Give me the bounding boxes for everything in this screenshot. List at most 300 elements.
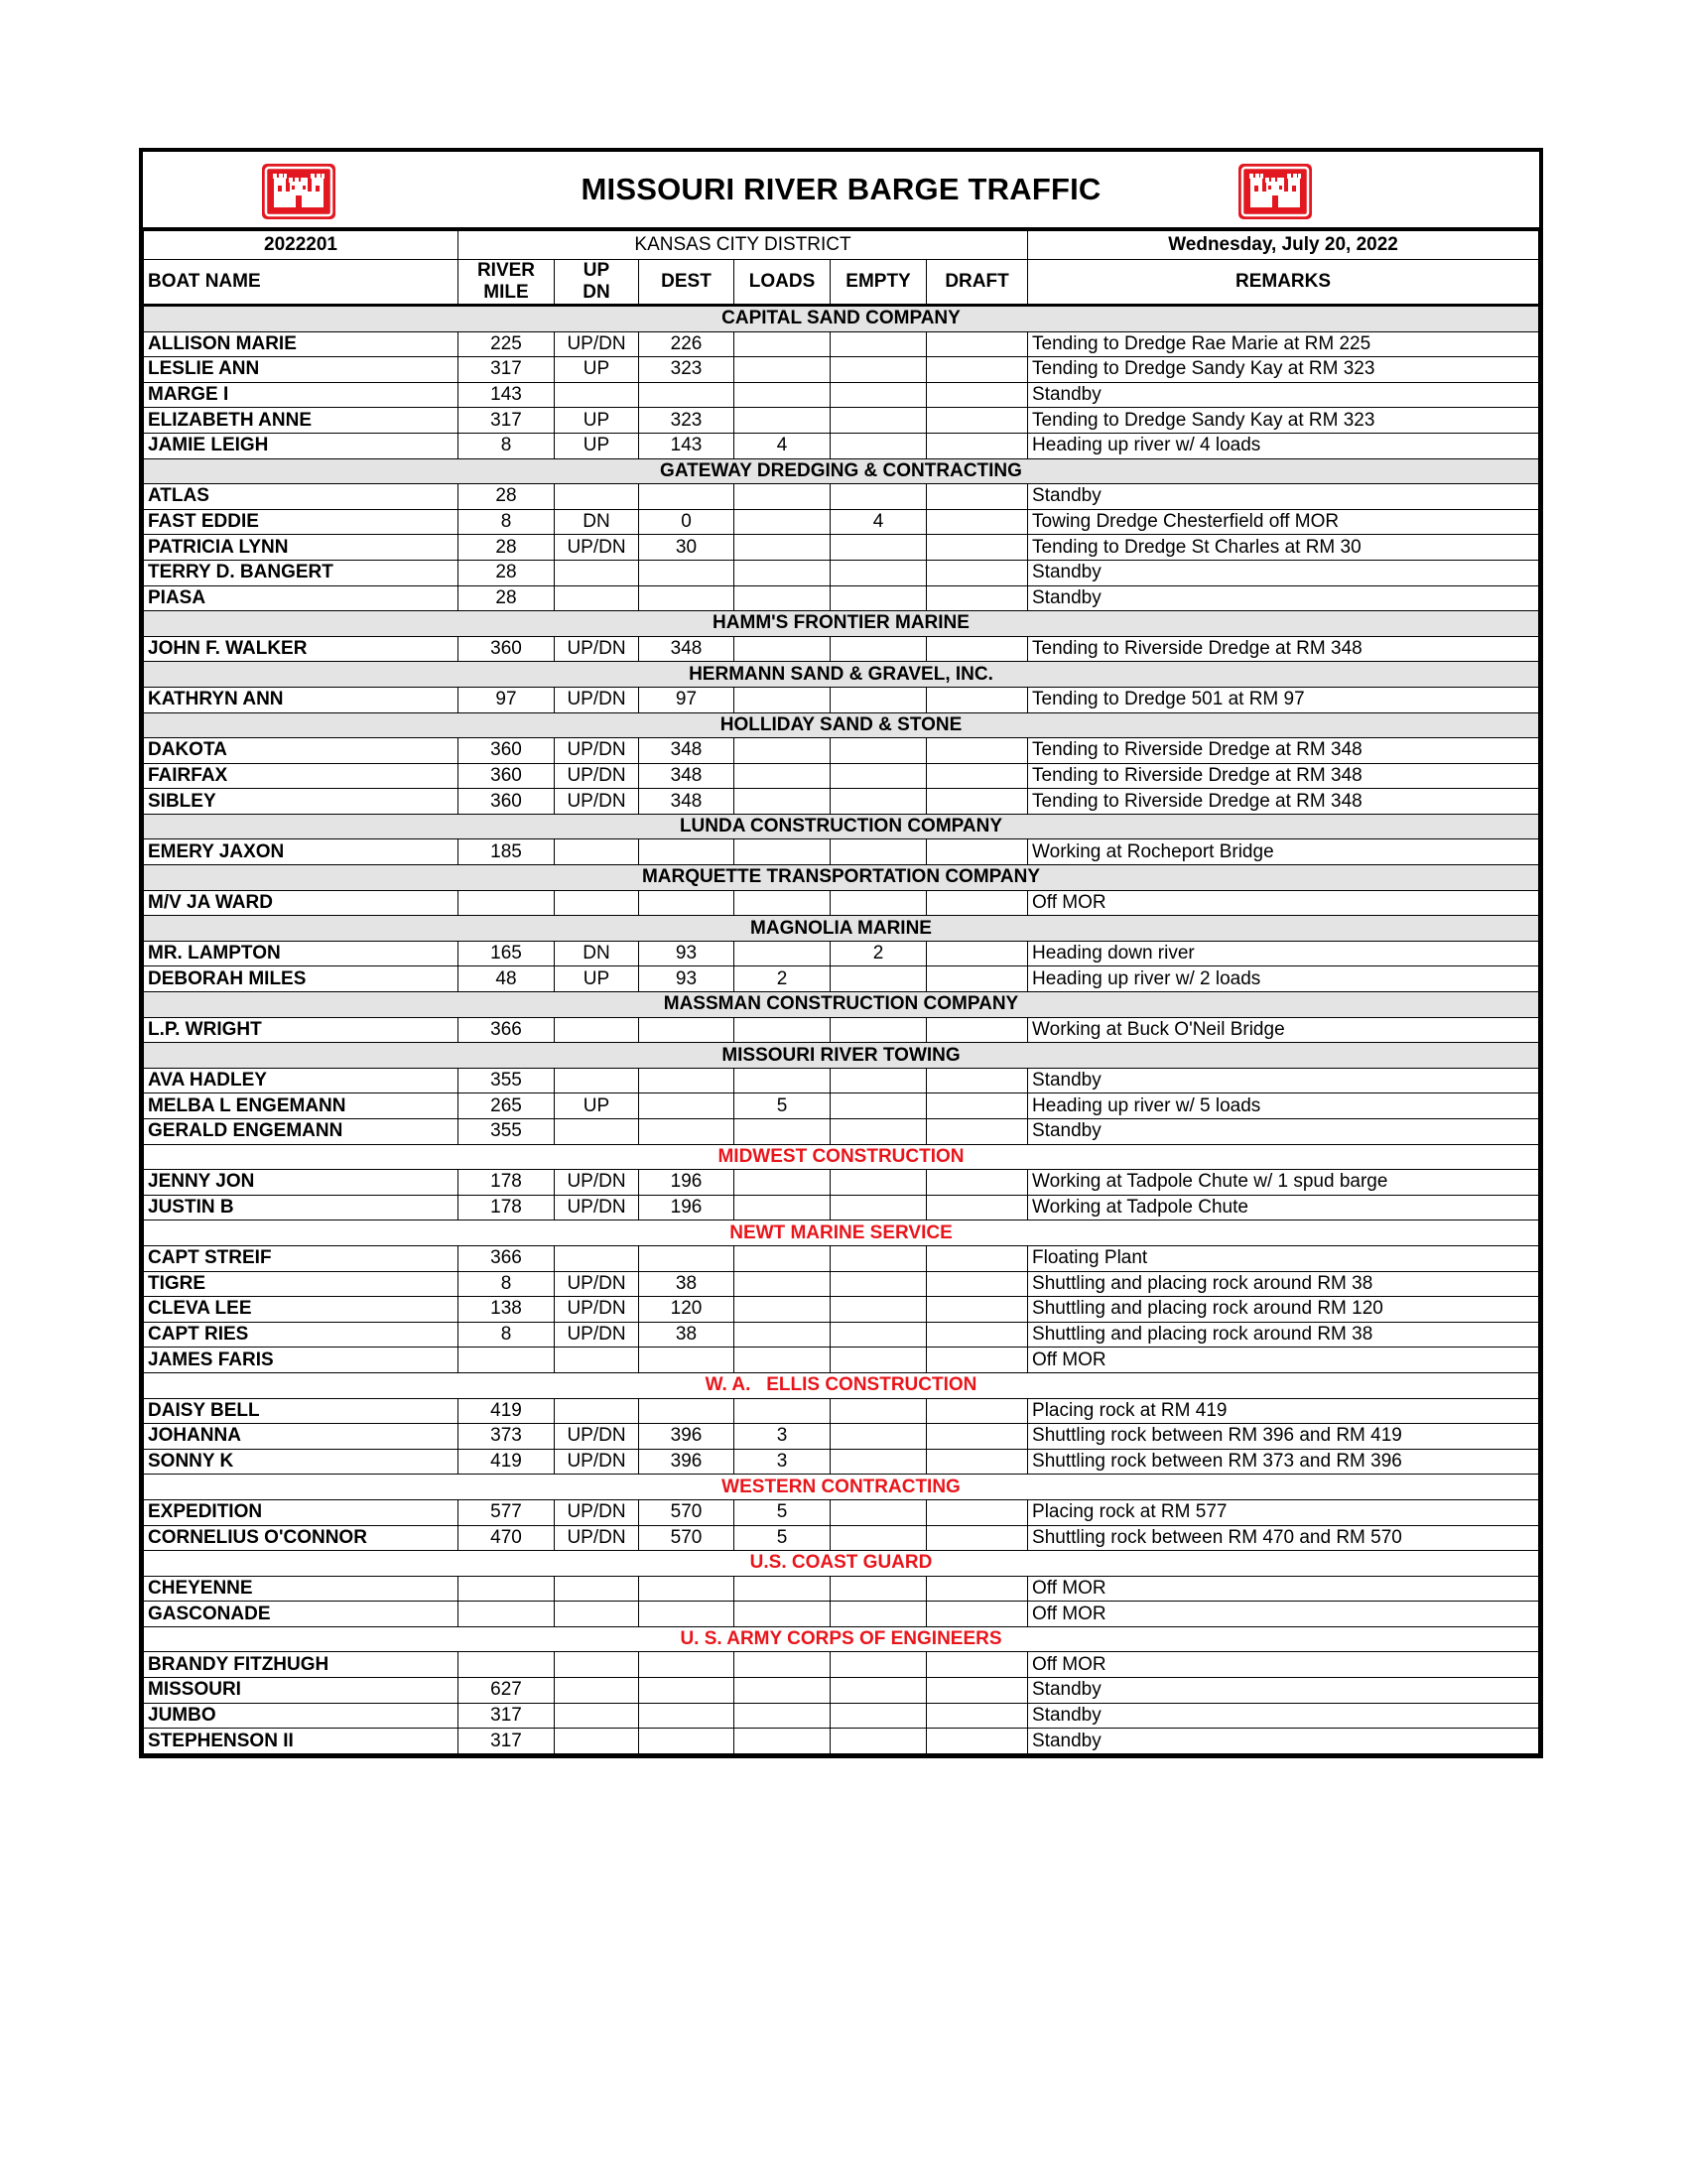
draft-cell (927, 331, 1028, 357)
up-dn-cell: UP/DN (555, 1297, 639, 1323)
loads-cell (734, 1195, 831, 1220)
remarks-cell: Tending to Dredge St Charles at RM 30 (1028, 535, 1539, 561)
table-row (144, 357, 1539, 383)
boat-name-cell: TERRY D. BANGERT (144, 560, 458, 585)
up-dn-cell: UP/DN (555, 331, 639, 357)
draft-cell (927, 1119, 1028, 1145)
draft-cell (927, 636, 1028, 662)
empty-cell (831, 738, 927, 764)
loads-cell (734, 1576, 831, 1602)
empty-cell (831, 1297, 927, 1323)
up-dn-cell: UP/DN (555, 1271, 639, 1297)
river-mile-cell: 8 (458, 1271, 555, 1297)
company-header-row (144, 814, 1539, 839)
river-mile-cell: 28 (458, 535, 555, 561)
river-mile-cell (458, 1348, 555, 1373)
boat-name-cell: EXPEDITION (144, 1499, 458, 1525)
remarks-cell: Floating Plant (1028, 1245, 1539, 1271)
up-dn-cell: UP/DN (555, 789, 639, 815)
loads-cell (734, 1348, 831, 1373)
dest-cell: 143 (639, 433, 734, 458)
dest-cell: 323 (639, 408, 734, 434)
loads-cell (734, 1119, 831, 1145)
river-mile-cell: 317 (458, 1703, 555, 1729)
dest-cell (639, 1729, 734, 1754)
table-row (144, 1170, 1539, 1196)
remarks-cell: Off MOR (1028, 1348, 1539, 1373)
dest-cell (639, 1093, 734, 1119)
empty-cell (831, 484, 927, 510)
empty-cell (831, 535, 927, 561)
draft-cell (927, 789, 1028, 815)
remarks-cell: Tending to Riverside Dredge at RM 348 (1028, 763, 1539, 789)
remarks-cell: Standby (1028, 585, 1539, 611)
loads-cell (734, 1017, 831, 1043)
river-mile-cell: 138 (458, 1297, 555, 1323)
draft-cell (927, 1424, 1028, 1450)
empty-cell (831, 331, 927, 357)
dest-cell: 196 (639, 1170, 734, 1196)
empty-cell (831, 1499, 927, 1525)
up-dn-cell: UP/DN (555, 738, 639, 764)
river-mile-cell (458, 890, 555, 916)
draft-cell (927, 1449, 1028, 1475)
draft-cell (927, 1703, 1028, 1729)
boat-name-cell: BRANDY FITZHUGH (144, 1652, 458, 1678)
loads-cell (734, 1398, 831, 1424)
empty-cell (831, 1424, 927, 1450)
river-mile-cell: 577 (458, 1499, 555, 1525)
empty-cell (831, 839, 927, 865)
dest-cell (639, 1602, 734, 1627)
loads-cell (734, 1729, 831, 1754)
boat-name-cell: DEBORAH MILES (144, 966, 458, 992)
empty-cell (831, 433, 927, 458)
boat-name-cell: CHEYENNE (144, 1576, 458, 1602)
up-dn-cell (555, 1652, 639, 1678)
dest-cell: 120 (639, 1297, 734, 1323)
dest-cell: 323 (639, 357, 734, 383)
boat-name-cell: ATLAS (144, 484, 458, 510)
river-mile-cell (458, 1602, 555, 1627)
river-mile-cell: 8 (458, 433, 555, 458)
remarks-cell: Working at Buck O'Neil Bridge (1028, 1017, 1539, 1043)
draft-cell (927, 509, 1028, 535)
remarks-cell: Tending to Dredge Rae Marie at RM 225 (1028, 331, 1539, 357)
empty-cell (831, 1093, 927, 1119)
dest-cell (639, 1245, 734, 1271)
loads-cell: 5 (734, 1093, 831, 1119)
remarks-cell: Heading down river (1028, 941, 1539, 966)
draft-cell (927, 966, 1028, 992)
boat-name-cell: TIGRE (144, 1271, 458, 1297)
table-row (144, 738, 1539, 764)
report-number: 2022201 (144, 231, 458, 260)
boat-name-cell: FAIRFAX (144, 763, 458, 789)
company-header-row (144, 1372, 1539, 1398)
boat-name-cell: LESLIE ANN (144, 357, 458, 383)
boat-name-cell: FAST EDDIE (144, 509, 458, 535)
boat-name-cell: ELIZABETH ANNE (144, 408, 458, 434)
empty-cell (831, 763, 927, 789)
up-dn-cell (555, 1119, 639, 1145)
remarks-cell: Shuttling rock between RM 373 and RM 396 (1028, 1449, 1539, 1475)
table-row (144, 408, 1539, 434)
draft-cell (927, 1576, 1028, 1602)
dest-cell (639, 585, 734, 611)
draft-cell (927, 763, 1028, 789)
boat-name-cell: STEPHENSON II (144, 1729, 458, 1754)
header-row-top (144, 231, 1539, 260)
loads-cell (734, 1652, 831, 1678)
table-row (144, 1271, 1539, 1297)
draft-cell (927, 1068, 1028, 1093)
loads-cell: 3 (734, 1424, 831, 1450)
river-mile-cell: 360 (458, 789, 555, 815)
river-mile-cell: 28 (458, 560, 555, 585)
loads-cell (734, 1170, 831, 1196)
up-dn-cell: UP/DN (555, 1195, 639, 1220)
draft-cell (927, 687, 1028, 712)
empty-cell (831, 1271, 927, 1297)
remarks-cell: Tending to Dredge Sandy Kay at RM 323 (1028, 408, 1539, 434)
up-dn-cell (555, 1602, 639, 1627)
dest-cell (639, 1703, 734, 1729)
boat-name-cell: MISSOURI (144, 1678, 458, 1704)
draft-cell (927, 1170, 1028, 1196)
table-row (144, 789, 1539, 815)
dest-cell: 396 (639, 1449, 734, 1475)
loads-cell (734, 1602, 831, 1627)
remarks-cell: Placing rock at RM 419 (1028, 1398, 1539, 1424)
boat-name-cell: JAMES FARIS (144, 1348, 458, 1373)
dest-cell: 30 (639, 535, 734, 561)
river-mile-cell: 143 (458, 382, 555, 408)
draft-cell (927, 1729, 1028, 1754)
empty-cell (831, 966, 927, 992)
draft-cell (927, 535, 1028, 561)
remarks-cell: Heading up river w/ 5 loads (1028, 1093, 1539, 1119)
table-row (144, 535, 1539, 561)
river-mile-cell: 8 (458, 509, 555, 535)
boat-name-cell: DAKOTA (144, 738, 458, 764)
table-row (144, 763, 1539, 789)
company-name: HERMANN SAND & GRAVEL, INC. (144, 662, 1539, 688)
col-remarks: REMARKS (1028, 260, 1539, 306)
table-row (144, 1017, 1539, 1043)
col-draft: DRAFT (927, 260, 1028, 306)
title-bar (143, 152, 1539, 230)
loads-cell (734, 636, 831, 662)
remarks-cell: Standby (1028, 382, 1539, 408)
empty-cell (831, 1195, 927, 1220)
remarks-cell: Shuttling and placing rock around RM 38 (1028, 1271, 1539, 1297)
loads-cell (734, 687, 831, 712)
table-row (144, 1576, 1539, 1602)
table-row (144, 1068, 1539, 1093)
dest-cell (639, 1119, 734, 1145)
company-header-row (144, 1043, 1539, 1069)
empty-cell: 4 (831, 509, 927, 535)
company-header-row (144, 1220, 1539, 1246)
up-dn-cell: UP/DN (555, 1170, 639, 1196)
company-name: MAGNOLIA MARINE (144, 916, 1539, 942)
river-mile-cell: 366 (458, 1245, 555, 1271)
draft-cell (927, 1525, 1028, 1551)
loads-cell (734, 1297, 831, 1323)
boat-name-cell: DAISY BELL (144, 1398, 458, 1424)
dest-cell: 38 (639, 1322, 734, 1348)
remarks-cell: Heading up river w/ 2 loads (1028, 966, 1539, 992)
dest-cell (639, 484, 734, 510)
col-river-mile (458, 260, 555, 306)
river-mile-cell (458, 1576, 555, 1602)
dest-cell: 196 (639, 1195, 734, 1220)
boat-name-cell: JUMBO (144, 1703, 458, 1729)
remarks-cell: Tending to Riverside Dredge at RM 348 (1028, 636, 1539, 662)
table-row (144, 1297, 1539, 1323)
table-row (144, 1245, 1539, 1271)
remarks-cell: Shuttling rock between RM 396 and RM 419 (1028, 1424, 1539, 1450)
table-row (144, 1398, 1539, 1424)
boat-name-cell: MR. LAMPTON (144, 941, 458, 966)
draft-cell (927, 1017, 1028, 1043)
river-mile-cell: 360 (458, 636, 555, 662)
river-mile-cell: 165 (458, 941, 555, 966)
table-row (144, 1652, 1539, 1678)
table-row (144, 687, 1539, 712)
empty-cell (831, 1322, 927, 1348)
draft-cell (927, 585, 1028, 611)
up-dn-cell (555, 1576, 639, 1602)
remarks-cell: Standby (1028, 1729, 1539, 1754)
remarks-cell: Tending to Riverside Dredge at RM 348 (1028, 789, 1539, 815)
remarks-cell: Shuttling and placing rock around RM 38 (1028, 1322, 1539, 1348)
loads-cell (734, 331, 831, 357)
table-row (144, 966, 1539, 992)
dest-cell: 570 (639, 1525, 734, 1551)
dest-cell (639, 1678, 734, 1704)
report-title: MISSOURI RIVER BARGE TRAFFIC (581, 172, 1102, 206)
draft-cell (927, 1602, 1028, 1627)
river-mile-cell: 373 (458, 1424, 555, 1450)
draft-cell (927, 357, 1028, 383)
up-dn-cell (555, 1245, 639, 1271)
table-row (144, 433, 1539, 458)
boat-name-cell: PIASA (144, 585, 458, 611)
draft-cell (927, 1195, 1028, 1220)
boat-name-cell: PATRICIA LYNN (144, 535, 458, 561)
loads-cell (734, 1245, 831, 1271)
table-row (144, 839, 1539, 865)
boat-name-cell: CAPT STREIF (144, 1245, 458, 1271)
river-mile-cell: 317 (458, 1729, 555, 1754)
dest-cell: 348 (639, 738, 734, 764)
dest-cell (639, 890, 734, 916)
company-header-row (144, 865, 1539, 891)
loads-cell (734, 763, 831, 789)
up-dn-cell: UP (555, 433, 639, 458)
up-dn-cell (555, 1398, 639, 1424)
table-row (144, 1525, 1539, 1551)
loads-cell (734, 1068, 831, 1093)
table-row (144, 1119, 1539, 1145)
remarks-cell: Shuttling and placing rock around RM 120 (1028, 1297, 1539, 1323)
company-header-row (144, 662, 1539, 688)
boat-name-cell: MELBA L ENGEMANN (144, 1093, 458, 1119)
river-mile-cell: 265 (458, 1093, 555, 1119)
company-name: GATEWAY DREDGING & CONTRACTING (144, 458, 1539, 484)
loads-cell (734, 484, 831, 510)
draft-cell (927, 890, 1028, 916)
col-up-dn-line2: DN (583, 282, 610, 303)
loads-cell (734, 1678, 831, 1704)
river-mile-cell (458, 1652, 555, 1678)
company-name: LUNDA CONSTRUCTION COMPANY (144, 814, 1539, 839)
company-name: CAPITAL SAND COMPANY (144, 306, 1539, 332)
loads-cell (734, 890, 831, 916)
company-name: MARQUETTE TRANSPORTATION COMPANY (144, 865, 1539, 891)
empty-cell (831, 1703, 927, 1729)
loads-cell (734, 382, 831, 408)
company-name: WESTERN CONTRACTING (144, 1475, 1539, 1500)
boat-name-cell: JOHANNA (144, 1424, 458, 1450)
remarks-cell: Tending to Riverside Dredge at RM 348 (1028, 738, 1539, 764)
river-mile-cell: 225 (458, 331, 555, 357)
up-dn-cell: UP/DN (555, 1424, 639, 1450)
loads-cell (734, 408, 831, 434)
river-mile-cell: 360 (458, 763, 555, 789)
boat-name-cell: M/V JA WARD (144, 890, 458, 916)
company-name: HOLLIDAY SAND & STONE (144, 712, 1539, 738)
loads-cell (734, 941, 831, 966)
remarks-cell: Towing Dredge Chesterfield off MOR (1028, 509, 1539, 535)
empty-cell (831, 1678, 927, 1704)
river-mile-cell: 627 (458, 1678, 555, 1704)
remarks-cell: Standby (1028, 1119, 1539, 1145)
dest-cell: 348 (639, 763, 734, 789)
company-header-row (144, 1144, 1539, 1170)
dest-cell: 38 (639, 1271, 734, 1297)
remarks-cell: Tending to Dredge 501 at RM 97 (1028, 687, 1539, 712)
company-header-row (144, 458, 1539, 484)
barge-table (143, 230, 1539, 1754)
table-row (144, 1678, 1539, 1704)
draft-cell (927, 1245, 1028, 1271)
table-row (144, 585, 1539, 611)
district-name: KANSAS CITY DISTRICT (458, 231, 1028, 260)
loads-cell (734, 509, 831, 535)
dest-cell (639, 1068, 734, 1093)
company-name: HAMM'S FRONTIER MARINE (144, 611, 1539, 637)
empty-cell (831, 1245, 927, 1271)
up-dn-cell: UP/DN (555, 535, 639, 561)
river-mile-cell: 185 (458, 839, 555, 865)
boat-name-cell: GASCONADE (144, 1602, 458, 1627)
river-mile-cell: 178 (458, 1195, 555, 1220)
boat-name-cell: JOHN F. WALKER (144, 636, 458, 662)
up-dn-cell (555, 1703, 639, 1729)
draft-cell (927, 1398, 1028, 1424)
dest-cell (639, 1017, 734, 1043)
table-row (144, 890, 1539, 916)
empty-cell (831, 560, 927, 585)
up-dn-cell (555, 484, 639, 510)
draft-cell (927, 1499, 1028, 1525)
up-dn-cell: UP/DN (555, 1525, 639, 1551)
up-dn-cell: UP/DN (555, 687, 639, 712)
dest-cell (639, 1398, 734, 1424)
dest-cell: 93 (639, 966, 734, 992)
dest-cell: 396 (639, 1424, 734, 1450)
dest-cell (639, 1652, 734, 1678)
company-header-row (144, 1475, 1539, 1500)
company-name: U.S. COAST GUARD (144, 1551, 1539, 1577)
empty-cell (831, 382, 927, 408)
dest-cell: 348 (639, 636, 734, 662)
remarks-cell: Working at Tadpole Chute (1028, 1195, 1539, 1220)
col-up-dn-line1: UP (583, 260, 610, 281)
river-mile-cell: 360 (458, 738, 555, 764)
river-mile-cell: 178 (458, 1170, 555, 1196)
up-dn-cell: UP (555, 1093, 639, 1119)
remarks-cell: Standby (1028, 484, 1539, 510)
draft-cell (927, 1652, 1028, 1678)
up-dn-cell: UP (555, 408, 639, 434)
remarks-cell: Off MOR (1028, 1602, 1539, 1627)
empty-cell (831, 1729, 927, 1754)
table-row (144, 1449, 1539, 1475)
company-header-row (144, 712, 1539, 738)
table-row (144, 941, 1539, 966)
col-river-mile-line1: RIVER (476, 260, 536, 281)
loads-cell (734, 585, 831, 611)
river-mile-cell: 97 (458, 687, 555, 712)
remarks-cell: Off MOR (1028, 890, 1539, 916)
table-row (144, 1602, 1539, 1627)
draft-cell (927, 839, 1028, 865)
empty-cell (831, 585, 927, 611)
table-row (144, 1348, 1539, 1373)
empty-cell (831, 1068, 927, 1093)
river-mile-cell: 355 (458, 1068, 555, 1093)
company-name: NEWT MARINE SERVICE (144, 1220, 1539, 1246)
empty-cell (831, 357, 927, 383)
empty-cell (831, 1398, 927, 1424)
empty-cell: 2 (831, 941, 927, 966)
company-name: MISSOURI RIVER TOWING (144, 1043, 1539, 1069)
empty-cell (831, 1170, 927, 1196)
boat-name-cell: JENNY JON (144, 1170, 458, 1196)
table-row (144, 1322, 1539, 1348)
table-row (144, 382, 1539, 408)
empty-cell (831, 687, 927, 712)
table-row (144, 636, 1539, 662)
boat-name-cell: CAPT RIES (144, 1322, 458, 1348)
table-row (144, 560, 1539, 585)
dest-cell: 348 (639, 789, 734, 815)
draft-cell (927, 1322, 1028, 1348)
boat-name-cell: SIBLEY (144, 789, 458, 815)
loads-cell (734, 1271, 831, 1297)
col-loads: LOADS (734, 260, 831, 306)
empty-cell (831, 1449, 927, 1475)
river-mile-cell: 355 (458, 1119, 555, 1145)
col-up-dn (555, 260, 639, 306)
up-dn-cell: UP (555, 966, 639, 992)
company-name: U. S. ARMY CORPS OF ENGINEERS (144, 1626, 1539, 1652)
draft-cell (927, 560, 1028, 585)
